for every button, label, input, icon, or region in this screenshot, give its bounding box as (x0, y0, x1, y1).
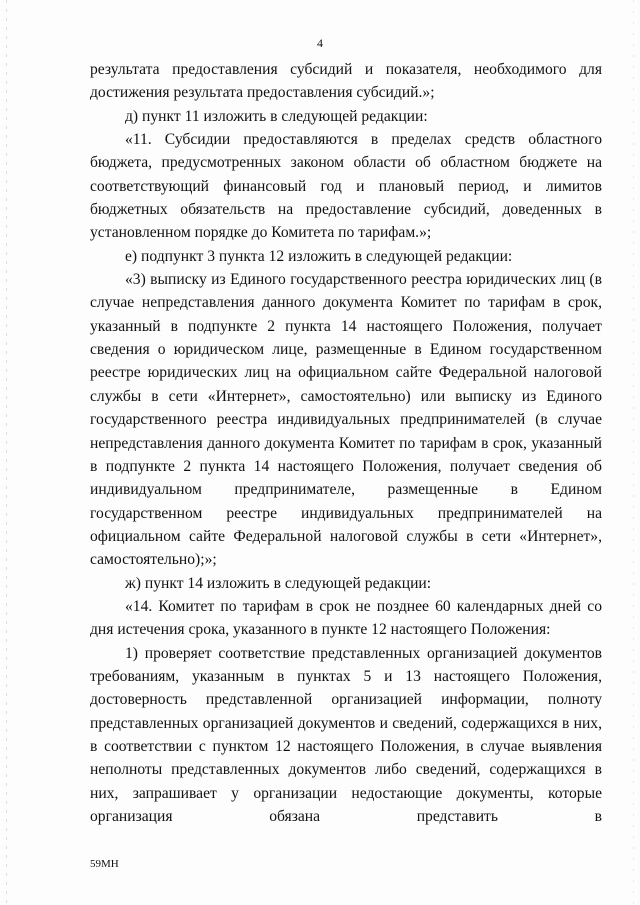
paragraph-subclause-1: 1) проверяет соответствие представленных организацией документов требованиям, указанным в пунктах 5 и 13 настоящего Положения, достоверность представленной организацией информации, полноту представленных организацией документов и сведений, содержащихся в них, в соответствии с пунктом 12 настоящего Положения, в случае выявления неполноты представленных документов либо сведений, содержащихся в них, запрашивает у организации недостающие документы, которые организация обязана представить в (90, 644, 602, 825)
page-number: 4 (317, 36, 323, 50)
document-body (90, 58, 602, 828)
paragraph-clause-11: «11. Субсидии предоставляются в пределах средств областного бюджета, предусмотренных законом области об областном бюджете на соответствующий финансовый год и плановый период, и лимитов бюджетных обязательств на предоставление субсидий, доведенных в установленном порядке до Комитета по тарифам.»; (90, 131, 602, 242)
paragraph-clause-14: «14. Комитет по тарифам в срок не позднее 60 календарных дней со дня истечения срока, указанного в пункте 12 настоящего Положения: (90, 597, 602, 639)
footer-code: 59МН (90, 858, 119, 870)
paragraph-subclause-3: «3) выписку из Единого государственного реестра юридических лиц (в случае непредставления данного документа Комитет по тарифам в срок, указанный в подпункте 2 пункта 14 настоящего Положения, получает сведения о юридическом лице, размещенные в Едином государственном реестре юридических лиц на официальном сайте Федеральной налоговой службы в сети «Интернет», самостоятельно) или выписку из Единого государственного реестра индивидуальных предпринимателей (в случае непредставления данного документа Комитет по тарифам в срок, указанный в подпункте 2 пункта 14 настоящего Положения, получает сведения об индивидуальном предпринимателе, размещенные в Едином государственном реестре индивидуальных предпринимателей на официальном сайте Федеральной налоговой службы в сети «Интернет», самостоятельно);»; (90, 271, 602, 569)
paragraph-item-zh: ж) пункт 14 изложить в следующей редакции: (125, 574, 432, 592)
scan-edge-right (633, 0, 634, 905)
paragraph-continuation: результата предоставления субсидий и показателя, необходимого для достижения результата предоставления субсидий.»; (90, 61, 602, 102)
paragraph-item-d: д) пункт 11 изложить в следующей редакции: (125, 107, 428, 125)
paragraph-item-e: е) подпункт 3 пункта 12 изложить в следующей редакции: (125, 247, 513, 265)
scan-edge-left (6, 0, 7, 905)
